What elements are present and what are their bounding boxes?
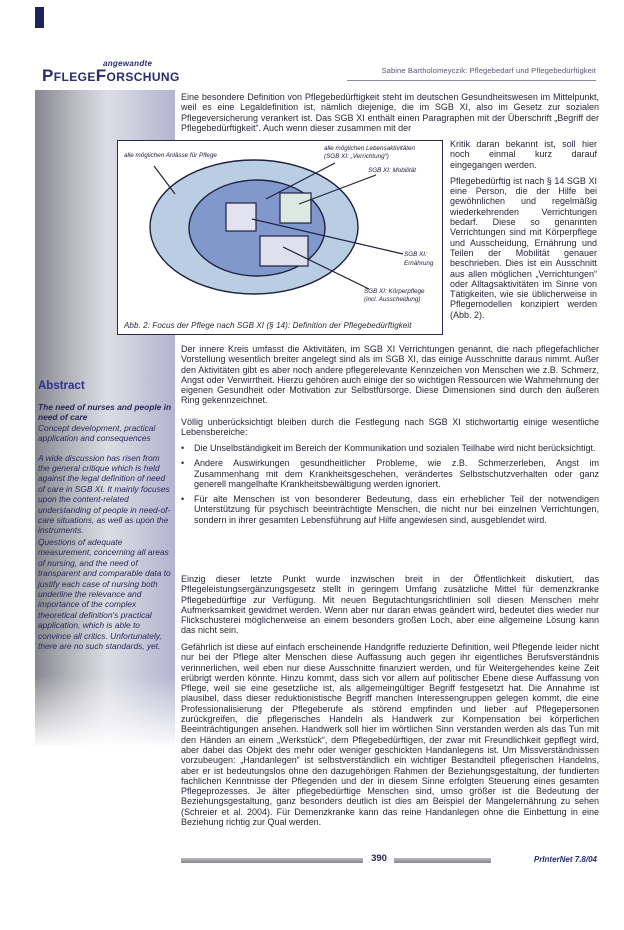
list-item-text: Andere Auswirkungen gesundheitlicher Probleme, wie z.B. Schmerzerleben, Angst im Zusammenhang mit dem Krankheitsgeschehen, verändertes Selbstschutzverhalten oder ganz generell mangelhafte Krankheitsbewältigung werden ignoriert. <box>194 458 599 489</box>
section-logo: PflegeForschung <box>42 66 180 85</box>
label-aktivitaeten-line2: (SGB XI: „Verrichtung“) <box>324 153 389 160</box>
list-item <box>181 443 599 453</box>
abstract-panel <box>38 380 172 652</box>
footer-rule-right <box>394 858 491 863</box>
abstract-subtitle: Concept development, practical application and consequences <box>38 422 156 444</box>
label-mobilitaet: SGB XI: Mobilität <box>368 167 416 174</box>
body-paragraph-inner-circle: Der innere Kreis umfasst die Aktivitäten, im SGB XI Verrichtungen genannt, die nach pflegefachlicher Vorstellung wesentlich breiter angelegt sind als im SGB XI, das einige Ausschnitte daraus nimmt. Außer den Aktivitäten gibt es aber noch andere pflegerelevante Kennzeichen von Menschen wie z.B. Schmerz, Angst oder Verwirrtheit. Hierzu gehören auch einige der so wichtigen Ressourcen wie Wahrnehmung der eigenen Gesundheit oder Motivation zur Selbstfürsorge. Diese Dimensionen sind durch den äußeren Ring gekennzeichnet. <box>181 344 599 406</box>
label-koerperpflege-line2: (incl. Ausscheidung) <box>364 296 421 303</box>
body-paragraph-definition: Pflegebedürftig ist nach § 14 SGB XI eine Person, die der Hilfe bei gewöhnlichen und regelmäßig wiederkehrenden Verrichtungen bedarf. Diese so genannten Verrichtungen sind mit Körperpflege und Ausscheidung, Ernährung und Teilen der Mobilität genauer beschrieben. Dies ist ein Ausschnitt aus allen möglichen „Verrichtungen“ oder Alltagsaktivitäten im Sinne von Tätigkeiten, wie sie üblicherweise in Pflegemodellen konzipiert werden (Abb. 2). <box>450 175 597 320</box>
body-paragraph-discussion: Einzig dieser letzte Punkt wurde inzwischen breit in der Öffentlichkeit diskutiert, das Pflegeleistungsergänzungsgesetz stellt in geringem Umfang zusätzliche Mittel für demenzkranke Pflegebedürftige zur Verfügung. Mit neuen Begutachtungsrichtlinien soll diesen Menschen mehr Aufmerksamkeit gewidmet werden. Wenn aber nur daran etwas geändert wird, bedeutet dies wieder nur Flickschusterei möglicherweise an einem besonders großen Loch, aber eine allgemeine Lösung kann das nicht sein. <box>181 574 599 636</box>
list-item-text: Für alte Menschen ist von besonderer Bedeutung, dass ein erheblicher Teil der notwendigen Unterstützung für psychisch beeinträchtigte Menschen, die nicht nur bei einzelnen Verrichtungen, sondern in ihrer gesamten Lebensführung auf Hilfe angewiesen sind, ausgeblendet wird. <box>194 494 599 525</box>
running-head: Sabine Bartholomeyczik: Pflegebedarf und Pflegebedürftigkeit <box>381 66 596 75</box>
list-item-text: Die Unselbständigkeit im Bereich der Kommunikation und sozialen Teilhabe wird nicht berücksichtigt. <box>194 443 596 453</box>
bullet-icon: • <box>181 443 185 453</box>
body-paragraph-intro-continued: Kritik daran bekannt ist, soll hier noch einmal kurz darauf eingegangen werden. <box>450 139 597 170</box>
box-mobilitaet <box>280 193 311 223</box>
abstract-paragraph: Questions of adequate measurement, concerning all areas of nursing, and the need of transparent and comparable data to justify each case of nursing both underline the relevance and importance of the complex theoretical definition's practical application, which is able to convince all critics. Unfortunately, there are no such standards, yet. <box>38 536 171 651</box>
header-rule <box>347 80 596 81</box>
box-koerperpflege <box>260 236 308 266</box>
list-item <box>181 494 599 525</box>
body-paragraph-intro: Eine besondere Definition von Pflegebedürftigkeit steht im deutschen Gesundheitswesen im Mittelpunkt, weil es eine Legaldefinition ist, nämlich diejenige, die im SGB XI, also im Gesetz zur sozialen Pflegeversicherung verankert ist. Das SGB XI enthält einen Paragraphen mit der Überschrift „Begriff der Pflegebedürftigkeit“. Auch wenn dieser zusammen mit der <box>181 92 599 133</box>
list-item <box>181 458 599 489</box>
body-paragraph-critique: Gefährlich ist diese auf einfach erscheinende Handgriffe reduzierte Definition, weil Pflegende leider nicht nur bei der Pflege alter Menschen diese Auffassung auch gegen ihr eigentliches Berufsverständnis verinnerlichen, weil eben nur diese Ausschnitte finanziert werden, und für Weitergehendes keine Zeit erübrigt werden könnte. Hinzu kommt, dass sich vor allem auf politischer Ebene diese Auffassung von Pflege, weil sie eine gesetzliche ist, als allgemeingültiger Begriff festgesetzt hat. Die Annahme ist plausibel, dass dieser reduktionistische Begriff manchen Interessengruppen gelegen kommt, die eine Professionalisierung der Pflegeberufe als störend empfinden und lieber auf Pflegepersonen zurückgreifen, die pflegerisches Handeln als Handwerk zur Kompensation bei körperlichen Beeinträchtigungen ansehen. Handwerk soll hier im wörtlichen Sinn verstanden werden als das Tun mit den Händen an einem „Werkstück“, dem Pflegebedürftigen, der zwar mit Freundlichkeit gepflegt wird, aber dabei das Objekt des mehr oder weniger geschickten Handanlegens ist. Um Missverständnissen vorzubeugen: „Handanlegen“ ist selbstverständlich ein wichtiger Bestandteil pflegerischen Handelns, aber er ist bedeutungslos ohne den dazugehörigen Rahmen der Beziehungsgestaltung, der fundierten fachlichen Kenntnisse der Pflegenden und der in diesem Sinne erfolgten Steuerung eines gesamten Pflegeprozesses. Je älter pflegebedürftige Menschen sind, umso größer ist die Bedeutung der Beziehungsgestaltung, ganz besonders deutlich ist dies am Beispiel der Mangelernährung zu sehen (Schreier et al. 2004). Für Demenzkranke kann das reine Handanlegen ohne die Einbettung in eine Beziehung richtig zur Qual werden. <box>181 642 599 828</box>
bullet-icon: • <box>181 458 185 469</box>
body-narrow-column <box>450 139 597 326</box>
box-ernaehrung <box>226 203 256 231</box>
figure-2-box <box>117 140 443 335</box>
body-paragraph-lead-in: Völlig unberücksichtigt bleiben durch die Festlegung nach SGB XI stichwortartig einige wesentliche Lebensbereiche: <box>181 417 599 438</box>
leader-line-anlaesse <box>154 166 175 194</box>
abstract-paragraph: A wide discussion has risen from the general critique which is held against the legal definition of need of care in SGB XI. It mainly focuses upon the content-related understanding of people in need-of-care situations, as well as upon the instruments. <box>38 452 171 536</box>
journal-reference: PrInterNet 7.8/04 <box>533 855 597 864</box>
footer-rule-left <box>181 858 363 863</box>
label-ernaehrung-line1: SGB XI: <box>404 251 427 258</box>
page-corner-mark <box>35 7 44 28</box>
page-number: 390 <box>371 853 387 864</box>
label-aktivitaeten-line1: alle möglichen Lebensaktivitäten <box>324 145 416 152</box>
section-overline: angewandte <box>103 59 153 68</box>
abstract-heading: Abstract <box>38 380 85 392</box>
bullet-list <box>181 443 599 530</box>
abstract-title: The need of nurses and people in need of care <box>38 402 172 423</box>
figure-caption: Abb. 2: Focus der Pflege nach SGB XI (§ 14): Definition der Pflegebedürftigkeit <box>124 321 412 330</box>
label-anlaesse: alle möglichen Anlässe für Pflege <box>124 152 217 159</box>
label-ernaehrung-line2: Ernährung <box>404 260 434 267</box>
label-koerperpflege-line1: SGB XI: Körperpflege <box>364 288 425 295</box>
bullet-icon: • <box>181 494 185 505</box>
focus-of-care-diagram <box>118 141 442 309</box>
